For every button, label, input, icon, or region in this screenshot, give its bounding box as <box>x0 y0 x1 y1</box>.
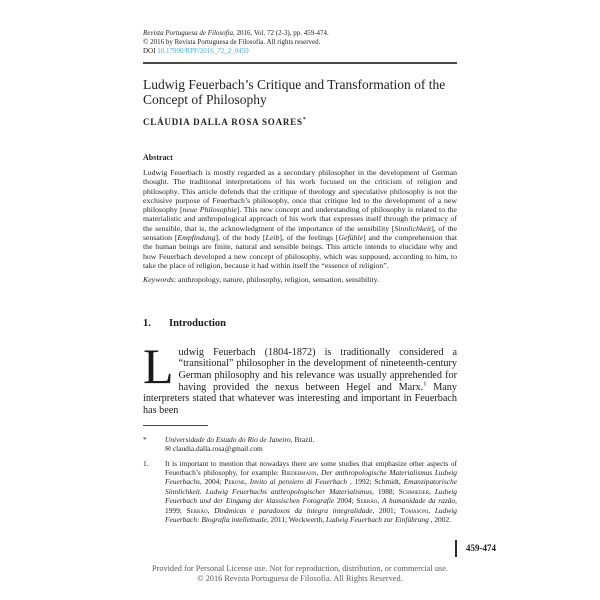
footer-copyright-line: © 2016 Revista Portuguesa de Filosofia. All Rights Reserved. <box>197 574 403 583</box>
page-range-badge <box>455 540 496 557</box>
affiliation-footnote <box>143 435 457 455</box>
footnote-star-marker: * <box>143 434 147 444</box>
doi-line <box>143 47 457 56</box>
keywords-line: Keywords: anthropology, nature, philosophy, religion, sensation, sensibility. <box>143 275 379 285</box>
abstract-heading: Abstract <box>143 153 173 162</box>
abstract-body: Ludwig Feuerbach is mostly regarded as a secondary philosopher in the development of German thought. The traditional interpretations of his work focused on the criticism of religion and philosophy. This article defends that the critique of theology and speculative philosophy is not the exclusive purpose of Feuerbach’s philosophy, once that critique led to the development of a new philosophy [neue Philosophie]. This new concept and understanding of philosophy is related to the materialistic and anthropological approach of his work that expresses itself through the primacy of the sensible, that is, the acknowledgment of the importance of the sensibility [Sinnlichkeit], of the sensation [Empfindung], of the body [Leib], of the feelings [Gefühle] and the comprehension that the human beings are finite, natural and sensible beings. This article intends to elucidate why and how Feuerbach developed a new concept of philosophy, which was supposed, according to him, to take the place of religion, because it had within itself the “essence of religion”. <box>143 168 458 270</box>
footer-license-line: Provided for Personal License use. Not for reproduction, distribution, or commercial use. <box>151 564 449 573</box>
doi-link[interactable]: 10.17990/RPF/2016_72_2_0459 <box>157 47 249 55</box>
intro-paragraph <box>143 337 457 417</box>
footnote-1-text: It is important to mention that nowadays there are some studies that emphasize other aspects of Feuerbach’s philosophy, for example: Biedermann, Der anthropologische Materialismus Ludwig Feuerbachs, 2004; Perone, Invito al pensiero di Feuerbach , 1992; Schmidt, Emanzipatorische Sinnlichkeit. Ludwig Feuerbachs anthropologischer Materialismus, 1988; Schmieder, Ludwig Feuerbach und der Eingang der klassischen Fotografie 2004; Serrão, A humanidade da razão, 1999; Serrão, Dinâmicas e paradoxos da íntegra integralidade, 2001; Tomasoni, Ludwig Feuerbach: Biografia intellettuale, 2011; Weckwerth, Ludwig Feuerbach zur Einführung , 2002. <box>165 458 457 525</box>
footnote-1-marker: 1. <box>143 458 149 468</box>
journal-citation-line: Revista Portuguesa de Filosofia, 2016, Vol. 72 (2-3), pp. 459-474. <box>143 29 329 37</box>
email-line <box>165 444 457 454</box>
author-affiliation-mark: * <box>302 117 307 123</box>
author-name-text: CLÁUDIA DALLA ROSA SOARES <box>143 117 303 127</box>
license-footer <box>0 564 600 584</box>
author-name <box>143 117 457 127</box>
section-label: Introduction <box>169 317 226 329</box>
article-title: Ludwig Feuerbach’s Critique and Transformation of the Concept of Philosophy <box>143 77 446 107</box>
header-divider-rule <box>143 62 457 64</box>
intro-paragraph-text: udwig Feuerbach (1804-1872) is traditionally considered a “transitional” philosopher in the development of nineteenth-century German philosophy and his relevance was usually apprehended for having provided the nexus between Hegel and Marx.$^1$ Many interpreters stated that whatever was interesting and important in Feuerbach has been <box>143 346 457 417</box>
text-column <box>143 0 457 524</box>
envelope-icon: ✉ <box>165 445 171 454</box>
doi-label: DOI <box>143 47 156 55</box>
abstract-section <box>143 153 457 285</box>
footnote-separator-rule <box>143 425 208 426</box>
affiliation-text: Universidade do Estado do Rio de Janeiro, Brazil. <box>165 434 315 444</box>
page-range-text: 459-474 <box>466 543 496 553</box>
journal-header <box>143 29 457 56</box>
section-number: 1. <box>143 317 151 329</box>
journal-copyright-line: © 2016 by Revista Portuguesa de Filosofia. All rights reserved. <box>143 38 321 46</box>
section-heading-introduction <box>143 317 457 330</box>
email-address[interactable]: claudia.dalla.rosa@gmail.com <box>172 444 263 454</box>
footnote-1 <box>143 459 457 525</box>
drop-cap: L <box>143 337 174 394</box>
